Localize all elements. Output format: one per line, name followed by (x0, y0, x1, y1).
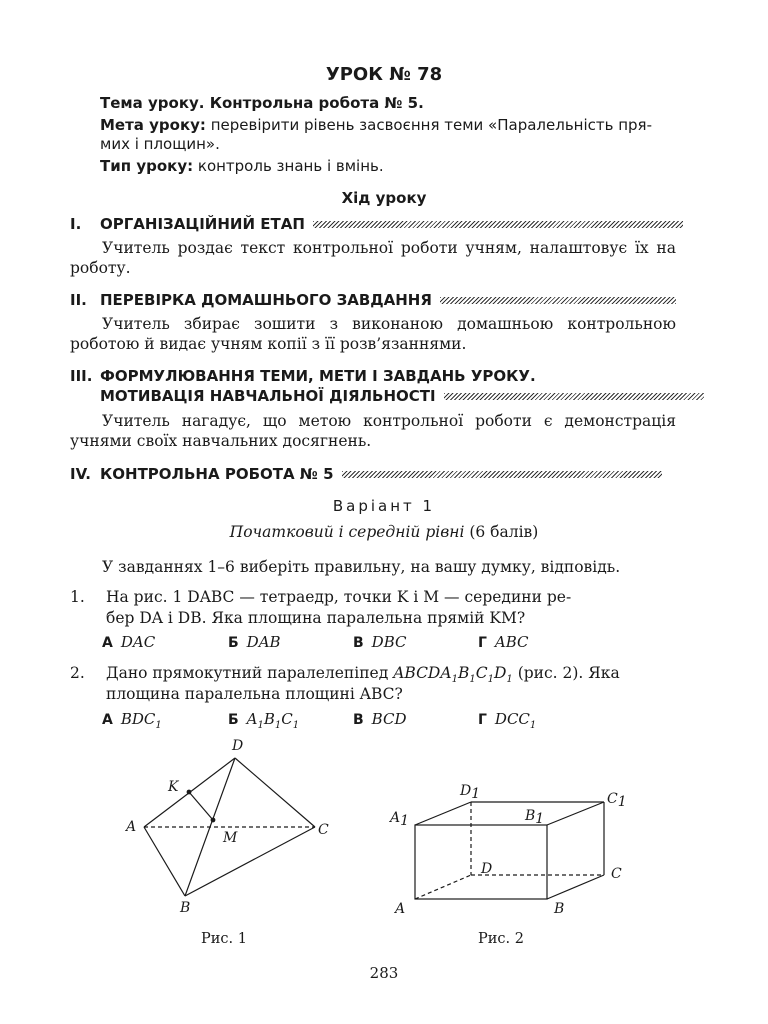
hatch-decoration (444, 393, 704, 400)
topic-line: Тема уроку. Контрольна робота № 5. (100, 94, 424, 112)
point-m (211, 818, 216, 823)
section-heading-3-line-2: МОТИВАЦІЯ НАВЧАЛЬНОЇ ДІЯЛЬНОСТІ (100, 387, 704, 405)
label-c1: C1 (607, 791, 627, 810)
goal-line-1: Мета уроку: перевірити рівень засвоєння теми «Паралельність пря- (100, 116, 652, 134)
section-heading-4: IV. КОНТРОЛЬНА РОБОТА № 5 (70, 465, 662, 483)
section-body-3: Учитель нагадує, що метою контрольної роботи є демонстрація учнями своїх навчальних досягнень. (70, 412, 676, 450)
section-body-1: Учитель роздає текст контрольної роботи учням, налаштовує їх на роботу. (70, 239, 676, 277)
edge-b1c1 (547, 802, 604, 825)
figure-1-caption: Рис. 1 (201, 931, 247, 947)
edge-a1d1 (415, 802, 471, 825)
question-1-line-1: На рис. 1 DABC — тетраедр, точки K і M — середини ре- (106, 588, 572, 606)
label-m: M (223, 830, 238, 846)
label-c: C (318, 822, 329, 838)
page-number: 283 (369, 964, 399, 982)
edge-bc (185, 827, 315, 896)
variant-heading: Варіант 1 (332, 497, 436, 515)
lesson-title: УРОК № 78 (325, 64, 443, 85)
figure-2-caption: Рис. 2 (478, 931, 524, 947)
label-d: D (481, 861, 493, 877)
label-b1: B1 (525, 808, 545, 827)
instruction-text: У завданнях 1–6 виберіть правильну, на вашу думку, відповідь. (102, 558, 621, 576)
question-1-option-d: Г ABC (478, 633, 529, 651)
question-1-number: 1. (70, 588, 85, 606)
question-2-option-c: В BCD (353, 710, 407, 728)
question-1-option-c: В DBC (353, 633, 407, 651)
label-c: C (611, 866, 622, 882)
goal-line-2: мих і площин». (100, 135, 220, 153)
question-2-option-b: Б $A_1B_1C_1$ (228, 710, 300, 731)
label-b: B (180, 900, 191, 916)
section-heading-2: II. ПЕРЕВІРКА ДОМАШНЬОГО ЗАВДАННЯ (70, 291, 676, 309)
label-d1: D1 (460, 783, 481, 802)
label-d: D (232, 738, 244, 754)
edge-ab (144, 827, 185, 896)
label-a: A (126, 819, 137, 835)
label-b: B (554, 901, 565, 917)
type-line: Тип уроку: контроль знань і вмінь. (100, 157, 384, 175)
hatch-decoration (440, 297, 676, 304)
course-heading: Хід уроку (341, 189, 427, 207)
hatch-decoration (342, 471, 662, 478)
section-heading-3: III. ФОРМУЛЮВАННЯ ТЕМИ, МЕТИ І ЗАВДАНЬ УРОКУ. (70, 367, 536, 385)
label-a1: A1 (390, 810, 410, 829)
segment-km (189, 792, 213, 820)
label-k: K (168, 779, 179, 795)
question-1-option-b: Б DAB (228, 633, 281, 651)
question-2-option-d: Г $DCC_1$ (478, 710, 537, 731)
hatch-decoration (313, 221, 683, 228)
section-heading-1: I. ОРГАНІЗАЦІЙНИЙ ЕТАП (70, 215, 683, 233)
point-k (187, 790, 192, 795)
figure-1-tetrahedron (110, 730, 360, 920)
edge-dc (235, 758, 315, 827)
figure-2-parallelepiped (380, 775, 640, 925)
question-1-option-a: А DAC (102, 633, 156, 651)
question-2-line-1: Дано прямокутний паралелепіпед $ABCDA_1B_1C_1D_1$ (рис. 2). Яка (106, 664, 620, 686)
label-a: A (395, 901, 406, 917)
section-body-2: Учитель збирає зошити з виконаною домашньою контрольною роботою й видає учням копії з її розв’язаннями. (70, 315, 676, 353)
question-2-option-a: А $BDC_1$ (102, 710, 162, 731)
math-abcda1b1c1d1: $ABCDA_1B_1C_1D_1$ (393, 664, 513, 686)
edge-bc (547, 875, 604, 899)
level-heading: Початковий і середній рівні (6 балів) (229, 523, 539, 541)
edge-ad-hidden (415, 875, 471, 899)
question-2-number: 2. (70, 664, 85, 682)
question-2-line-2: площина паралельна площині ABC? (106, 685, 403, 703)
question-1-line-2: бер DA і DB. Яка площина паралельна прямій KM? (106, 609, 526, 627)
